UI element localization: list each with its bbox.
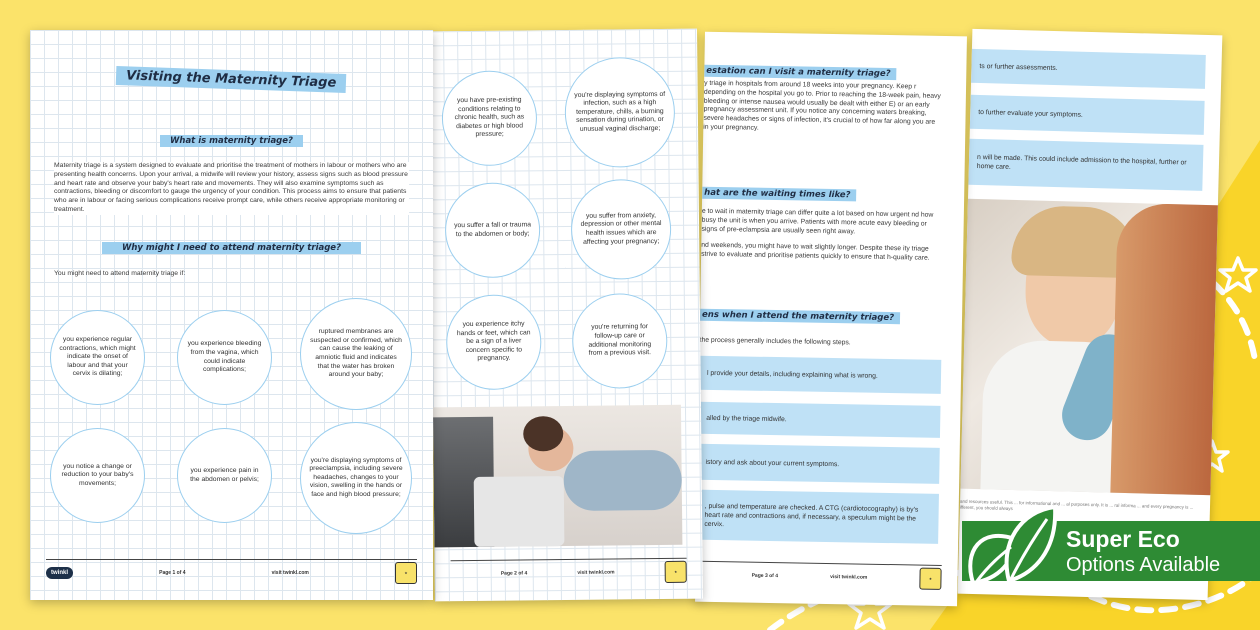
step-bar: alled by the triage midwife. <box>698 402 941 438</box>
document-page-3 <box>695 32 967 606</box>
section-heading: hat are the waiting times like? <box>702 187 857 202</box>
list-item: you suffer from anxiety, depression or other mental health issues which are affecting your pregnancy; <box>571 179 672 280</box>
section-heading: estation can I visit a maternity triage? <box>704 65 897 80</box>
list-item: you notice a change or reduction to your baby's movements; <box>50 428 145 523</box>
document-page-2 <box>429 29 703 602</box>
section-heading: Why might I need to attend maternity triage? <box>102 242 361 254</box>
footer-url: visit twinkl.com <box>271 570 309 576</box>
page-footer <box>699 561 941 592</box>
leaf-icon <box>959 499 1059 589</box>
page-number: Page 1 of 4 <box>159 570 186 576</box>
list-item: you experience pain in the abdomen or pelvis; <box>177 428 272 523</box>
footer-url: visit twinkl.com <box>830 574 868 581</box>
page-number: Page 2 of 4 <box>500 570 528 577</box>
eco-badge-icon: ★ <box>395 562 417 584</box>
super-eco-badge <box>962 521 1260 581</box>
page-number: Page 3 of 4 <box>751 572 779 580</box>
list-item: you're returning for follow-up care or additional monitoring from a previous visit. <box>572 293 668 389</box>
step-bar: istory and ask about your current symptoms. <box>697 444 940 484</box>
step-bar: , pulse and temperature are checked. A CTG (cardiotocography) is by's heart rate and contractions and, if necessary, a speculum might be the cervix. <box>696 490 939 544</box>
list-item: you have pre-existing conditions relating to chronic health, such as diabetes or high blood pressure; <box>441 70 537 166</box>
page-title: Visiting the Maternity Triage <box>116 66 347 93</box>
paragraph: nd weekends, you might have to wait slightly longer. Despite these ity triage strive to evaluate and prioritise patients quickly to ensure that h-quality care. <box>701 241 930 262</box>
document-page-1 <box>30 30 433 600</box>
paragraph: Maternity triage is a system designed to evaluate and prioritise the treatment of mothers in labour or mothers who are presenting health concerns. Upon your arrival, a midwife will review your history, assess signs such as blood pressure and heart rate and observe your baby's heart rate and movements. They will also examine symptoms such as contractions, bleeding or discomfort to gauge the urgency of your condition. This process aims to ensure that patients who are in labour or facing serious complications receive prompt care, while others receive appropriate monitoring or treatment. <box>54 162 408 213</box>
step-bar: n will be made. This could include admission to the hospital, further or home care. <box>968 139 1203 191</box>
page-footer <box>46 559 417 586</box>
eco-badge-icon: ★ <box>665 561 687 583</box>
list-item: you experience regular contractions, which might indicate the onset of labour and that your cervix is dilating; <box>50 310 145 405</box>
list-item: you suffer a fall or trauma to the abdomen or body; <box>445 182 541 278</box>
section-heading: ens when I attend the maternity triage? <box>700 309 900 324</box>
list-item: you're displaying symptoms of preeclampsia, including severe headaches, changes to your vision, swelling in the hands or face and high blood pressure; <box>300 422 412 534</box>
paragraph: the process generally includes the following steps. <box>699 336 851 347</box>
badge-title: Super Eco <box>1066 526 1180 552</box>
list-item: you experience bleeding from the vagina, which could indicate complications; <box>177 310 272 405</box>
section-heading: What is maternity triage? <box>160 135 303 147</box>
step-bar: ts or further assessments. <box>971 49 1206 89</box>
page-footer <box>451 558 687 587</box>
eco-badge-icon: ★ <box>919 568 941 590</box>
ultrasound-photo <box>433 405 682 548</box>
paragraph: y triage in hospitals from around 18 weeks into your pregnancy. Keep r depending on the hospital you go to. Prior to reaching the 18-week pain, heavy bleeding or intense nausea would usually be dealt with either E) or an early pregnancy assessment unit. If you notice any concerning waters breaking, severe headaches or signs of infection, it's crucial to of how far along you are in your pregnancy. <box>703 79 941 132</box>
small-print: and resources useful. This ... for informational and ... al purposes only. It is ... ral informa ... and every pregnancy is ... ifferent, you should always <box>959 498 1194 512</box>
list-item: you're displaying symptoms of infection, such as a high temperature, chills, a burning sensation during urination, or unusual vaginal discharge; <box>564 57 675 168</box>
step-bar: l provide your details, including explaining what is wrong. <box>699 356 942 394</box>
list-item: you experience itchy hands or feet, which can be a sign of a liver concern specific to pregnancy. <box>446 294 542 390</box>
paragraph: You might need to attend maternity triage if: <box>54 270 186 277</box>
footer-url: visit twinkl.com <box>577 569 615 576</box>
twinkl-logo: twinkl <box>46 567 73 579</box>
paragraph: e to wait in maternity triage can differ quite a lot based on how urgent nd how busy the unit is when you arrive. Patients with more acute eavy bleeding or signs of pre-eclampsia are usually seen right away. <box>701 207 934 236</box>
badge-subtitle: Options Available <box>1066 554 1221 576</box>
step-bar: to further evaluate your symptoms. <box>970 95 1205 135</box>
midwife-photo <box>960 199 1218 495</box>
list-item: ruptured membranes are suspected or confirmed, which can cause the leaking of amniotic fluid and indicates that the water has broken around your baby; <box>300 298 412 410</box>
